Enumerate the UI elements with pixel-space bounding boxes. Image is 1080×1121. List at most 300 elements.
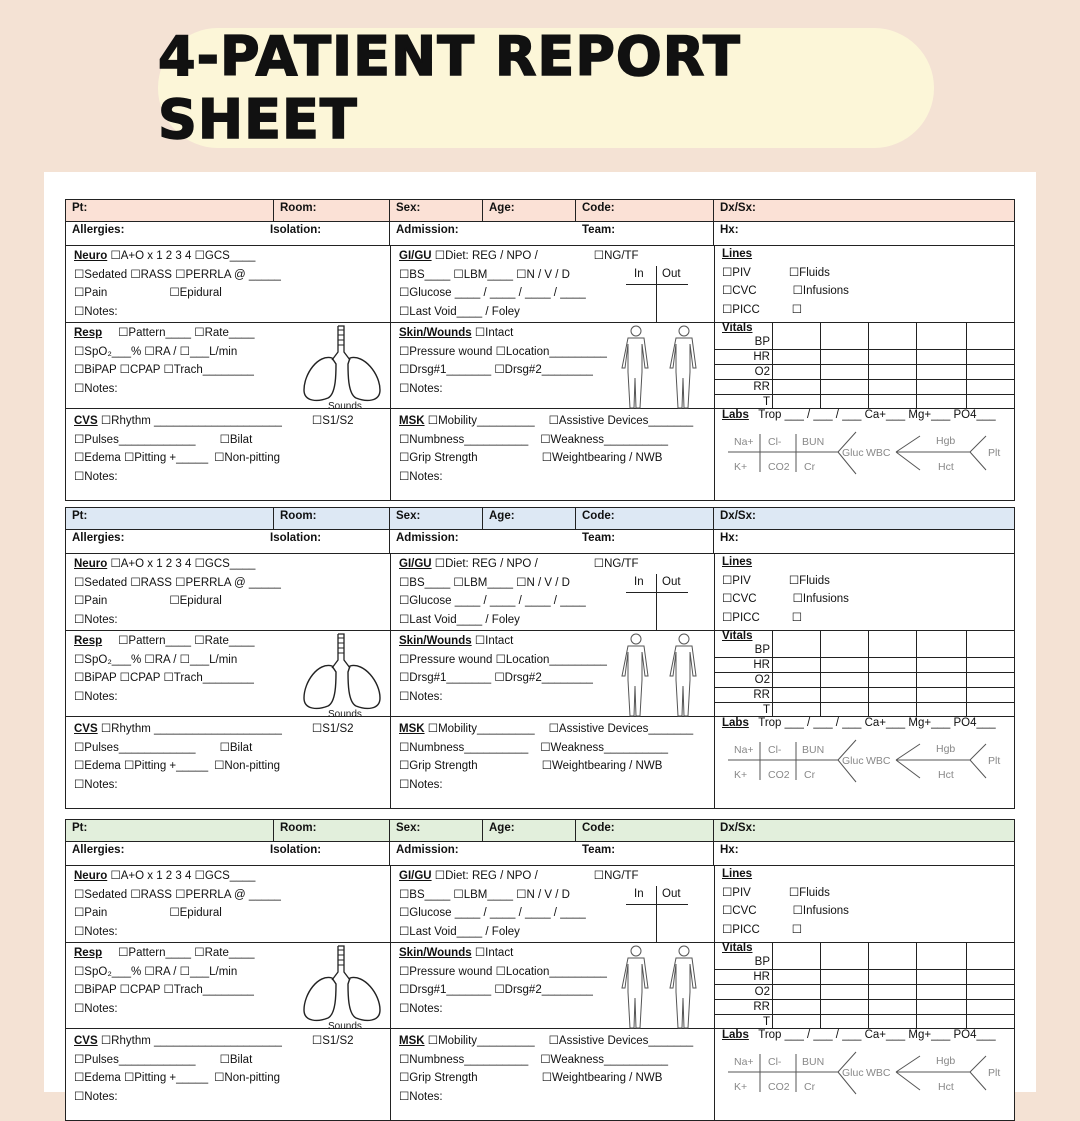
msk-weakness[interactable]: ☐Weakness__________ [540,433,668,446]
lines-section [722,245,849,319]
sex-field[interactable] [390,200,483,221]
lab-wbc: WBC [866,1067,891,1079]
cvs-pulses[interactable]: ☐Pulses____________ [74,741,196,754]
patient-info-row [66,222,1014,246]
sex-field[interactable] [390,820,483,841]
lab-bun: BUN [802,744,825,756]
lungs-icon [298,324,388,410]
msk-numbness[interactable]: ☐Numbness__________ [399,433,529,446]
msk-assistive-devices[interactable]: ☐Assistive Devices_______ [548,1035,694,1047]
cvs-rhythm[interactable]: ☐Rhythm ____________________ [100,1035,282,1047]
vitals-col [820,942,821,1028]
cvs-edema[interactable]: ☐Edema ☐Pitting +_____ [74,1072,209,1084]
lab-co2: CO2 [768,769,790,781]
lab-na: Na+ [734,744,754,756]
vitals-hr: HR [753,351,770,363]
vitals-rr: RR [753,381,770,393]
sounds-label: Sounds [328,709,362,720]
page-title: 4-PATIENT REPORT SHEET [158,25,741,151]
room-label: Room: [280,510,317,522]
neuro-title: Neuro [74,250,108,262]
lines-piv[interactable]: ☐PIV [722,574,751,587]
dx-label: Dx/Sx: [720,510,756,522]
lines-piv[interactable]: ☐PIV [722,266,751,279]
gigu-glucose[interactable]: ☐Glucose ____ / ____ / ____ / ____ [399,595,586,607]
neuro-orientation[interactable]: ☐A+O x 1 2 3 4 ☐GCS____ [110,870,256,882]
labs-section [714,408,1014,500]
resp-spo2[interactable]: ☐SpO₂___% ☐RA / ☐___L/min [74,965,238,978]
cvs-notes[interactable]: ☐Notes: [74,1090,118,1103]
neuro-epidural[interactable]: ☐Epidural [169,595,222,607]
vitals-col [868,630,869,716]
pt-field[interactable] [66,508,274,529]
allergies-field[interactable] [66,222,266,245]
lines-cvc[interactable]: ☐CVC [722,285,757,297]
neuro-notes[interactable]: ☐Notes: [74,925,118,938]
age-label: Age: [489,510,515,522]
neuro-section [74,247,281,321]
sex-field[interactable] [390,508,483,529]
vitals-title: Vitals [722,322,753,334]
labs-trop-line[interactable]: Trop ___ / ___ / ___ Ca+___ Mg+___ PO4___ [758,409,996,421]
assessment-area [66,554,1014,808]
msk-weakness[interactable]: ☐Weakness__________ [540,1053,668,1066]
hx-label: Hx: [720,532,739,544]
team-field[interactable] [576,530,714,553]
msk-assistive-devices[interactable]: ☐Assistive Devices_______ [548,723,694,735]
resp-spo2[interactable]: ☐SpO₂___% ☐RA / ☐___L/min [74,653,238,666]
lab-wbc: WBC [866,447,891,459]
vitals-o2: O2 [754,366,770,378]
vitals-t: T [762,396,770,408]
neuro-sedation[interactable]: ☐Sedated ☐RASS ☐PERRLA @ _____ [74,268,281,281]
skin-title: Skin/Wounds [399,327,472,339]
team-label: Team: [582,224,616,236]
lines-infusions[interactable]: ☐Infusions [792,285,849,297]
dx-label: Dx/Sx: [720,822,756,834]
gigu-last-void[interactable]: ☐Last Void____ / Foley [399,613,520,626]
skin-pressure-wound[interactable]: ☐Pressure wound ☐Location_________ [399,653,607,666]
gigu-diet[interactable]: ☐Diet: REG / NPO / [434,250,538,262]
out-label: Out [662,268,681,280]
cvs-edema[interactable]: ☐Edema ☐Pitting +_____ [74,452,209,464]
msk-numbness[interactable]: ☐Numbness__________ [399,1053,529,1066]
room-label: Room: [280,202,317,214]
cvs-nonpitting[interactable]: ☐Non-pitting [214,760,281,772]
cvs-nonpitting[interactable]: ☐Non-pitting [214,452,281,464]
cvs-title: CVS [74,415,98,427]
cvs-notes[interactable]: ☐Notes: [74,470,118,483]
body-outline-icon [614,324,710,410]
lines-other[interactable]: ☐ [791,303,803,316]
gigu-last-void[interactable]: ☐Last Void____ / Foley [399,305,520,318]
skin-pressure-wound[interactable]: ☐Pressure wound ☐Location_________ [399,965,607,978]
skin-section [399,324,607,398]
labs-trop-line[interactable]: Trop ___ / ___ / ___ Ca+___ Mg+___ PO4___ [758,1029,996,1041]
labs-title: Labs [722,717,749,729]
lab-hgb: Hgb [936,743,956,755]
column-divider [390,246,391,500]
gigu-ngtf[interactable]: ☐NG/TF [593,558,639,570]
lab-k: K+ [734,769,748,781]
gigu-ngtf[interactable]: ☐NG/TF [593,250,639,262]
gigu-bs-lbm[interactable]: ☐BS____ ☐LBM____ ☐N / V / D [399,888,570,901]
in-out-table[interactable] [626,574,688,630]
cvs-edema[interactable]: ☐Edema ☐Pitting +_____ [74,760,209,772]
patient-header-row [66,200,1014,222]
title-banner [158,25,934,151]
code-label: Code: [582,822,615,834]
lab-fishbone-icon[interactable] [720,738,1010,788]
vitals-rr: RR [753,689,770,701]
msk-notes[interactable]: ☐Notes: [399,1090,443,1103]
neuro-epidural[interactable]: ☐Epidural [169,287,222,299]
msk-weightbearing[interactable]: ☐Weightbearing / NWB [541,760,663,772]
lab-na: Na+ [734,436,754,448]
out-label: Out [662,888,681,900]
lab-na: Na+ [734,1056,754,1068]
labs-section [714,1028,1014,1120]
labs-trop-line[interactable]: Trop ___ / ___ / ___ Ca+___ Mg+___ PO4___ [758,717,996,729]
skin-pressure-wound[interactable]: ☐Pressure wound ☐Location_________ [399,345,607,358]
code-field[interactable] [576,200,714,221]
team-field[interactable] [576,842,714,865]
gigu-last-void[interactable]: ☐Last Void____ / Foley [399,925,520,938]
skin-dressings[interactable]: ☐Drsg#1_______ ☐Drsg#2________ [399,672,593,684]
age-label: Age: [489,822,515,834]
vitals-title: Vitals [722,942,753,954]
resp-support[interactable]: ☐BiPAP ☐CPAP ☐Trach________ [74,984,254,996]
lab-wbc: WBC [866,755,891,767]
lines-cvc[interactable]: ☐CVC [722,593,757,605]
skin-intact[interactable]: ☐Intact [474,327,514,339]
lab-cl: Cl- [768,1056,782,1068]
msk-weightbearing[interactable]: ☐Weightbearing / NWB [541,452,663,464]
cvs-nonpitting[interactable]: ☐Non-pitting [214,1072,281,1084]
neuro-section [74,555,281,629]
resp-notes[interactable]: ☐Notes: [74,382,118,395]
neuro-epidural[interactable]: ☐Epidural [169,907,222,919]
patient-block-3 [65,819,1015,1121]
admission-field[interactable] [390,842,576,865]
lines-piv[interactable]: ☐PIV [722,886,751,899]
lines-cvc[interactable]: ☐CVC [722,905,757,917]
lab-fishbone-icon[interactable] [720,1050,1010,1100]
pt-field[interactable] [66,200,274,221]
resp-support[interactable]: ☐BiPAP ☐CPAP ☐Trach________ [74,364,254,376]
sex-label: Sex: [396,822,421,834]
lines-section [722,865,849,939]
lab-cr: Cr [804,769,816,781]
neuro-pain[interactable]: ☐Pain [74,287,108,299]
gigu-bs-lbm[interactable]: ☐BS____ ☐LBM____ ☐N / V / D [399,576,570,589]
cvs-s1s2[interactable]: ☐S1/S2 [311,1035,354,1047]
lab-plt: Plt [988,1067,1001,1079]
team-field[interactable] [576,222,714,245]
sounds-label: Sounds [328,401,362,412]
column-divider [390,554,391,808]
lab-hgb: Hgb [936,1055,956,1067]
dx-field[interactable] [714,200,1014,221]
lab-gluc: Gluc [842,755,864,767]
vitals-col [820,322,821,408]
msk-section [399,412,693,486]
gigu-glucose[interactable]: ☐Glucose ____ / ____ / ____ / ____ [399,287,586,299]
vitals-table [714,942,1014,1028]
msk-mobility[interactable]: ☐Mobility_________ [427,415,535,427]
neuro-sedation[interactable]: ☐Sedated ☐RASS ☐PERRLA @ _____ [74,888,281,901]
neuro-orientation[interactable]: ☐A+O x 1 2 3 4 ☐GCS____ [110,250,256,262]
lines-other[interactable]: ☐ [791,611,803,624]
admission-field[interactable] [390,222,576,245]
cvs-section [74,412,354,486]
vitals-bp: BP [754,956,770,968]
lines-infusions[interactable]: ☐Infusions [792,905,849,917]
gigu-diet[interactable]: ☐Diet: REG / NPO / [434,558,538,570]
msk-weightbearing[interactable]: ☐Weightbearing / NWB [541,1072,663,1084]
lines-picc[interactable]: ☐PICC [722,611,760,624]
cvs-bilat[interactable]: ☐Bilat [219,1053,253,1066]
msk-notes[interactable]: ☐Notes: [399,470,443,483]
resp-spo2[interactable]: ☐SpO₂___% ☐RA / ☐___L/min [74,345,238,358]
vitals-col [966,322,967,408]
neuro-pain[interactable]: ☐Pain [74,907,108,919]
sounds-label: Sounds [328,1021,362,1032]
lines-title: Lines [722,556,753,568]
lines-title: Lines [722,868,753,880]
hx-label: Hx: [720,224,739,236]
lines-title: Lines [722,248,753,260]
lines-fluids[interactable]: ☐Fluids [788,266,830,279]
skin-intact[interactable]: ☐Intact [474,947,514,959]
allergies-label: Allergies: [72,844,125,856]
resp-notes[interactable]: ☐Notes: [74,690,118,703]
neuro-notes[interactable]: ☐Notes: [74,613,118,626]
msk-mobility[interactable]: ☐Mobility_________ [427,723,535,735]
vitals-o2: O2 [754,674,770,686]
skin-dressings[interactable]: ☐Drsg#1_______ ☐Drsg#2________ [399,364,593,376]
gigu-ngtf[interactable]: ☐NG/TF [593,870,639,882]
resp-pattern-rate[interactable]: ☐Pattern____ ☐Rate____ [118,635,255,647]
cvs-s1s2[interactable]: ☐S1/S2 [311,415,354,427]
lines-fluids[interactable]: ☐Fluids [788,574,830,587]
msk-grip[interactable]: ☐Grip Strength [399,760,478,772]
labs-section [714,716,1014,808]
gigu-section [399,867,639,941]
code-field[interactable] [576,820,714,841]
vitals-col [916,322,917,408]
gigu-glucose[interactable]: ☐Glucose ____ / ____ / ____ / ____ [399,907,586,919]
out-label: Out [662,576,681,588]
resp-section [74,324,254,398]
neuro-section [74,867,281,941]
neuro-notes[interactable]: ☐Notes: [74,305,118,318]
msk-section [399,1032,693,1106]
age-field[interactable] [483,508,576,529]
vitals-col [916,630,917,716]
lab-co2: CO2 [768,461,790,473]
gigu-diet[interactable]: ☐Diet: REG / NPO / [434,870,538,882]
vitals-col [772,630,773,716]
lines-infusions[interactable]: ☐Infusions [792,593,849,605]
lab-cl: Cl- [768,436,782,448]
patient-header-row [66,820,1014,842]
skin-notes[interactable]: ☐Notes: [399,1002,443,1015]
room-label: Room: [280,822,317,834]
skin-dressings[interactable]: ☐Drsg#1_______ ☐Drsg#2________ [399,984,593,996]
isolation-label: Isolation: [270,532,322,544]
pt-field[interactable] [66,820,274,841]
room-field[interactable] [274,508,390,529]
resp-title: Resp [74,947,103,959]
lab-hct: Hct [938,1081,954,1093]
lab-hgb: Hgb [936,435,956,447]
admission-field[interactable] [390,530,576,553]
patient-info-row [66,530,1014,554]
msk-assistive-devices[interactable]: ☐Assistive Devices_______ [548,415,694,427]
vitals-col [966,630,967,716]
vitals-rr: RR [753,1001,770,1013]
neuro-sedation[interactable]: ☐Sedated ☐RASS ☐PERRLA @ _____ [74,576,281,589]
neuro-title: Neuro [74,870,108,882]
resp-support[interactable]: ☐BiPAP ☐CPAP ☐Trach________ [74,672,254,684]
vitals-bp: BP [754,336,770,348]
room-field[interactable] [274,200,390,221]
lab-plt: Plt [988,447,1001,459]
lines-picc[interactable]: ☐PICC [722,923,760,936]
lab-hct: Hct [938,769,954,781]
neuro-orientation[interactable]: ☐A+O x 1 2 3 4 ☐GCS____ [110,558,256,570]
resp-title: Resp [74,635,103,647]
skin-notes[interactable]: ☐Notes: [399,382,443,395]
cvs-pulses[interactable]: ☐Pulses____________ [74,433,196,446]
team-label: Team: [582,844,616,856]
assessment-area [66,866,1014,1120]
cvs-bilat[interactable]: ☐Bilat [219,433,253,446]
isolation-field[interactable] [264,530,390,553]
gigu-bs-lbm[interactable]: ☐BS____ ☐LBM____ ☐N / V / D [399,268,570,281]
gigu-title: GI/GU [399,870,432,882]
vitals-table [714,630,1014,716]
code-field[interactable] [576,508,714,529]
isolation-field[interactable] [264,842,390,865]
vitals-table [714,322,1014,408]
lab-cl: Cl- [768,744,782,756]
lab-fishbone-icon[interactable] [720,430,1010,480]
age-field[interactable] [483,820,576,841]
msk-weakness[interactable]: ☐Weakness__________ [540,741,668,754]
msk-grip[interactable]: ☐Grip Strength [399,1072,478,1084]
lines-picc[interactable]: ☐PICC [722,303,760,316]
msk-title: MSK [399,415,425,427]
vitals-col [868,942,869,1028]
dx-field[interactable] [714,820,1014,841]
skin-section [399,632,607,706]
vitals-hr: HR [753,971,770,983]
patient-block-1 [65,199,1015,501]
cvs-rhythm[interactable]: ☐Rhythm ____________________ [100,415,282,427]
msk-title: MSK [399,723,425,735]
age-field[interactable] [483,200,576,221]
cvs-title: CVS [74,723,98,735]
hx-label: Hx: [720,844,739,856]
lines-fluids[interactable]: ☐Fluids [788,886,830,899]
lab-gluc: Gluc [842,447,864,459]
lab-cr: Cr [804,461,816,473]
vitals-title: Vitals [722,630,753,642]
resp-pattern-rate[interactable]: ☐Pattern____ ☐Rate____ [118,947,255,959]
gigu-title: GI/GU [399,250,432,262]
cvs-pulses[interactable]: ☐Pulses____________ [74,1053,196,1066]
cvs-s1s2[interactable]: ☐S1/S2 [311,723,354,735]
isolation-label: Isolation: [270,844,322,856]
isolation-field[interactable] [264,222,390,245]
lab-gluc: Gluc [842,1067,864,1079]
hx-field[interactable] [714,222,1014,245]
in-out-table[interactable] [626,886,688,942]
assessment-area [66,246,1014,500]
vitals-col [772,942,773,1028]
lab-hct: Hct [938,461,954,473]
lab-bun: BUN [802,436,825,448]
vitals-col [820,630,821,716]
vitals-bp: BP [754,644,770,656]
lab-k: K+ [734,1081,748,1093]
skin-notes[interactable]: ☐Notes: [399,690,443,703]
gigu-section [399,247,639,321]
cvs-bilat[interactable]: ☐Bilat [219,741,253,754]
skin-title: Skin/Wounds [399,635,472,647]
lines-section [722,553,849,627]
msk-title: MSK [399,1035,425,1047]
in-label: In [634,268,644,280]
resp-section [74,944,254,1018]
report-sheet [44,172,1036,1103]
vitals-col [772,322,773,408]
cvs-title: CVS [74,1035,98,1047]
lab-bun: BUN [802,1056,825,1068]
room-field[interactable] [274,820,390,841]
labs-title: Labs [722,409,749,421]
allergies-field[interactable] [66,530,266,553]
cvs-notes[interactable]: ☐Notes: [74,778,118,791]
msk-numbness[interactable]: ☐Numbness__________ [399,741,529,754]
hx-field[interactable] [714,530,1014,553]
vitals-o2: O2 [754,986,770,998]
msk-grip[interactable]: ☐Grip Strength [399,452,478,464]
resp-pattern-rate[interactable]: ☐Pattern____ ☐Rate____ [118,327,255,339]
lines-other[interactable]: ☐ [791,923,803,936]
cvs-rhythm[interactable]: ☐Rhythm ____________________ [100,723,282,735]
lungs-icon [298,944,388,1030]
allergies-label: Allergies: [72,532,125,544]
resp-notes[interactable]: ☐Notes: [74,1002,118,1015]
hx-field[interactable] [714,842,1014,865]
patient-block-2 [65,507,1015,809]
allergies-field[interactable] [66,842,266,865]
in-out-table[interactable] [626,266,688,322]
gigu-section [399,555,639,629]
dx-field[interactable] [714,508,1014,529]
cvs-section [74,1032,354,1106]
skin-intact[interactable]: ☐Intact [474,635,514,647]
team-label: Team: [582,532,616,544]
admission-label: Admission: [396,844,459,856]
msk-notes[interactable]: ☐Notes: [399,778,443,791]
pt-label: Pt: [72,202,88,214]
neuro-pain[interactable]: ☐Pain [74,595,108,607]
msk-mobility[interactable]: ☐Mobility_________ [427,1035,535,1047]
